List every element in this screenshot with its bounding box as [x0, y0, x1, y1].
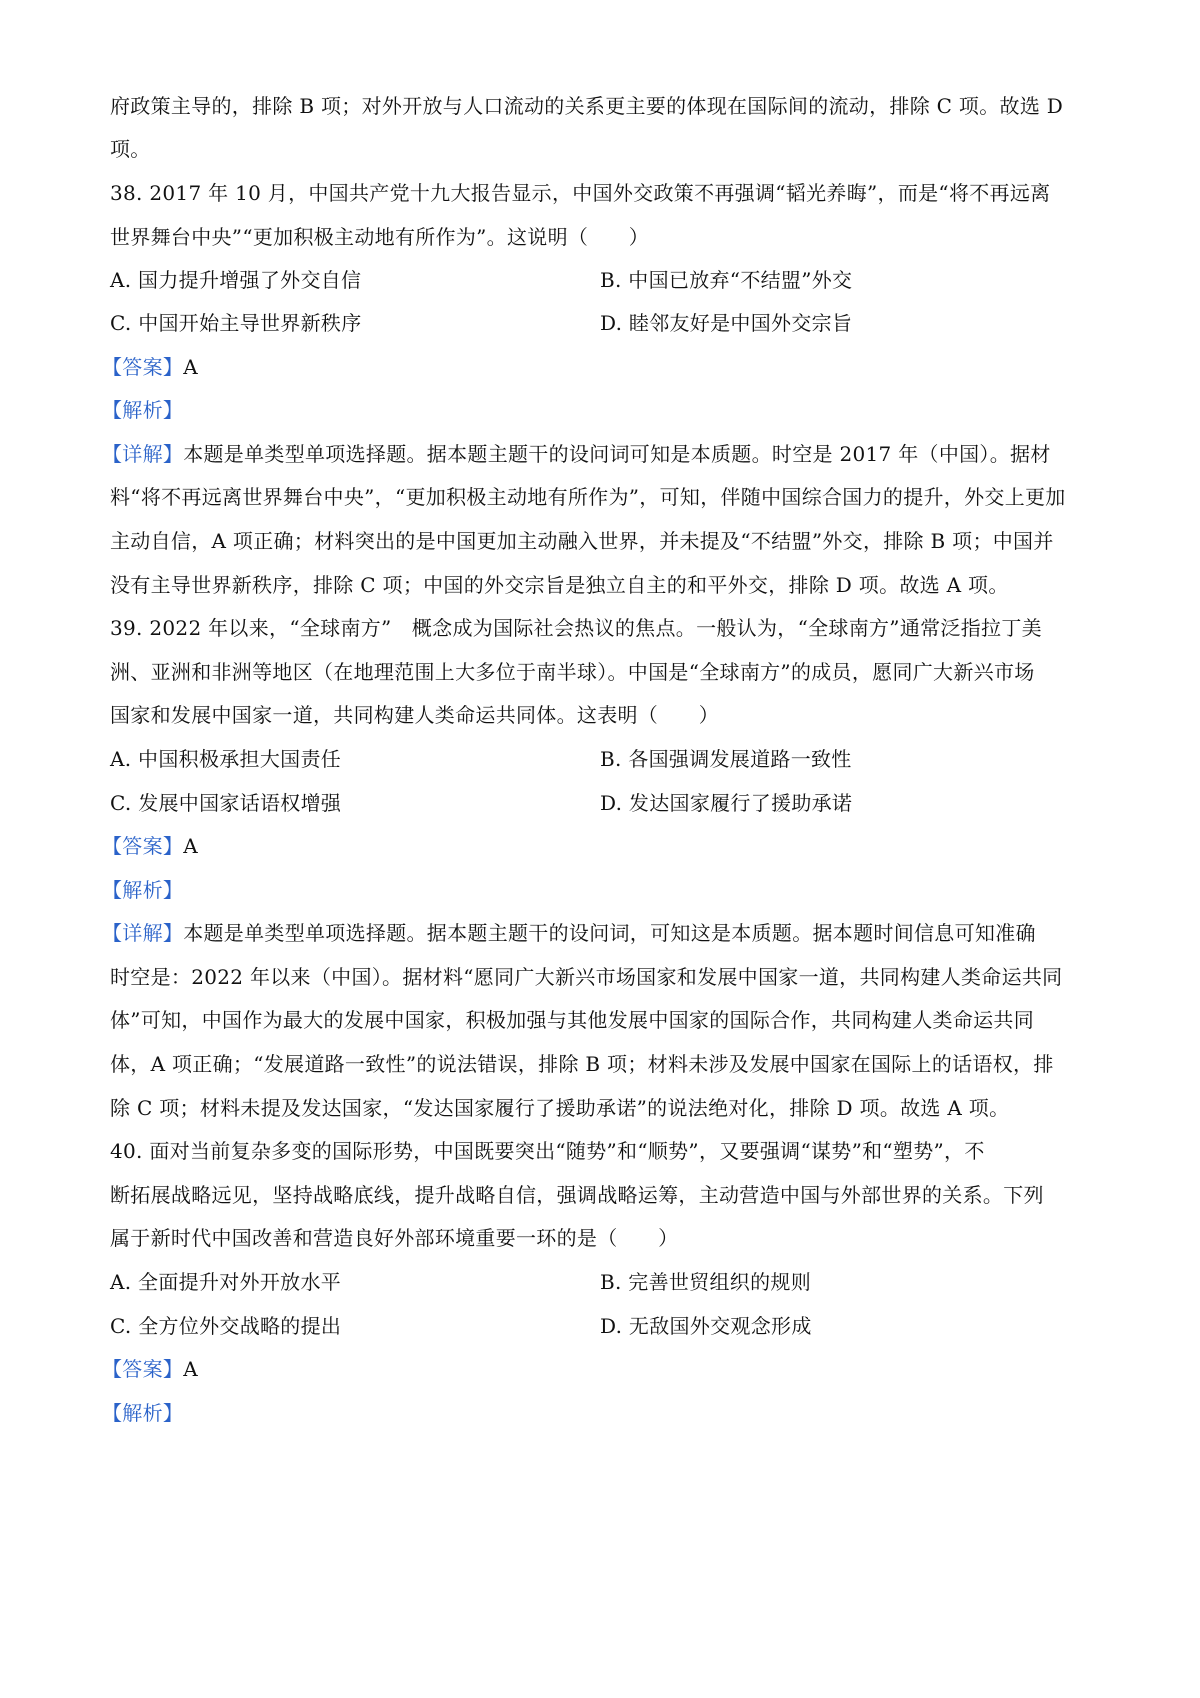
q38-answer-tag: 【答案】: [102, 355, 184, 379]
q39-detail-line-1: [102, 918, 1092, 948]
q39-option-b: B. 各国强调发展道路一致性: [600, 747, 852, 771]
q39-detail-line-4: 体，A 项正确；“发展道路一致性”的说法错误，排除 B 项；材料未涉及发展中国家在国际上的话语权，排: [110, 1052, 1054, 1076]
q38-stem-line-2: 世界舞台中央”“更加积极主动地有所作为”。这说明（ ）: [110, 225, 650, 249]
q39-detail-line-2: 时空是：2022 年以来（中国）。据材料“愿同广大新兴市场国家和发展中国家一道，共同构建人类命运共同: [110, 965, 1063, 989]
q40-option-b: B. 完善世贸组织的规则: [600, 1270, 812, 1294]
q38-detail-line-2: 料“将不再远离世界舞台中央”，“更加积极主动地有所作为”，可知，伴随中国综合国力的提升，外交上更加: [110, 485, 1066, 509]
q38-detail-line-3: 主动自信，A 项正确；材料突出的是中国更加主动融入世界，并未提及“不结盟”外交，排除 B 项；中国并: [110, 529, 1054, 553]
q39-stem-line-3: 国家和发展中国家一道，共同构建人类命运共同体。这表明（ ）: [110, 703, 719, 727]
q39-stem-line-1: 39. 2022 年以来，“全球南方” 概念成为国际社会热议的焦点。一般认为，“全球南方”通常泛指拉丁美: [110, 616, 1042, 640]
q40-answer-value: A: [183, 1357, 198, 1381]
intro-line-1: 府政策主导的，排除 B 项；对外开放与人口流动的关系更主要的体现在国际间的流动，排除 C 项。故选 D: [110, 94, 1064, 118]
q40-answer-tag: 【答案】: [102, 1357, 184, 1381]
q39-stem-line-2: 洲、亚洲和非洲等地区（在地理范围上大多位于南半球）。中国是“全球南方”的成员，愿同广大新兴市场: [110, 660, 1035, 684]
q39-detail-line-3: 体”可知，中国作为最大的发展中国家，积极加强与其他发展中国家的国际合作，共同构建人类命运共同: [110, 1008, 1035, 1032]
q40-analysis-tag: 【解析】: [102, 1401, 184, 1425]
q38-detail-text-1: 本题是单类型单项选择题。据本题主题干的设问词可知是本质题。时空是 2017 年（中国）。据材: [183, 442, 1051, 466]
q40-option-d: D. 无敌国外交观念形成: [600, 1314, 812, 1338]
intro-line-2: 项。: [110, 137, 151, 161]
q39-analysis: [102, 875, 1092, 905]
q40-option-c: C. 全方位外交战略的提出: [110, 1314, 342, 1338]
q38-option-c: C. 中国开始主导世界新秩序: [110, 311, 362, 335]
q38-option-b: B. 中国已放弃“不结盟”外交: [600, 268, 853, 292]
q39-analysis-tag: 【解析】: [102, 878, 184, 902]
q38-analysis-tag: 【解析】: [102, 398, 184, 422]
q38-answer: [102, 352, 1092, 382]
q38-answer-value: A: [183, 355, 198, 379]
q40-answer: [102, 1354, 1092, 1384]
q39-answer-value: A: [183, 834, 198, 858]
q38-analysis: [102, 395, 1092, 425]
q40-stem-line-2: 断拓展战略远见，坚持战略底线，提升战略自信，强调战略运筹，主动营造中国与外部世界的关系。下列: [110, 1183, 1044, 1207]
q40-stem-line-3: 属于新时代中国改善和营造良好外部环境重要一环的是（ ）: [110, 1226, 679, 1250]
q38-option-a: A. 国力提升增强了外交自信: [110, 268, 362, 292]
q39-option-c: C. 发展中国家话语权增强: [110, 791, 342, 815]
q39-option-a: A. 中国积极承担大国责任: [110, 747, 342, 771]
q39-answer: [102, 831, 1092, 861]
q39-detail-line-5: 除 C 项；材料未提及发达国家，“发达国家履行了援助承诺”的说法绝对化，排除 D 项。故选 A 项。: [110, 1096, 1010, 1120]
q39-option-d: D. 发达国家履行了援助承诺: [600, 791, 853, 815]
q38-detail-tag: 【详解】: [102, 442, 184, 466]
q38-stem-line-1: 38. 2017 年 10 月，中国共产党十九大报告显示，中国外交政策不再强调“韬光养晦”，而是“将不再远离: [110, 181, 1051, 205]
q38-option-d: D. 睦邻友好是中国外交宗旨: [600, 311, 853, 335]
q40-option-a: A. 全面提升对外开放水平: [110, 1270, 342, 1294]
q40-analysis: [102, 1398, 1092, 1428]
q39-detail-tag: 【详解】: [102, 921, 184, 945]
q39-answer-tag: 【答案】: [102, 834, 184, 858]
q40-stem-line-1: 40. 面对当前复杂多变的国际形势，中国既要突出“随势”和“顺势”，又要强调“谋势”和“塑势”，不: [110, 1139, 985, 1163]
q38-detail-line-4: 没有主导世界新秩序，排除 C 项；中国的外交宗旨是独立自主的和平外交，排除 D 项。故选 A 项。: [110, 573, 1009, 597]
q39-detail-text-1: 本题是单类型单项选择题。据本题主题干的设问词，可知这是本质题。据本题时间信息可知准确: [183, 921, 1036, 945]
q38-detail-line-1: [102, 439, 1092, 469]
